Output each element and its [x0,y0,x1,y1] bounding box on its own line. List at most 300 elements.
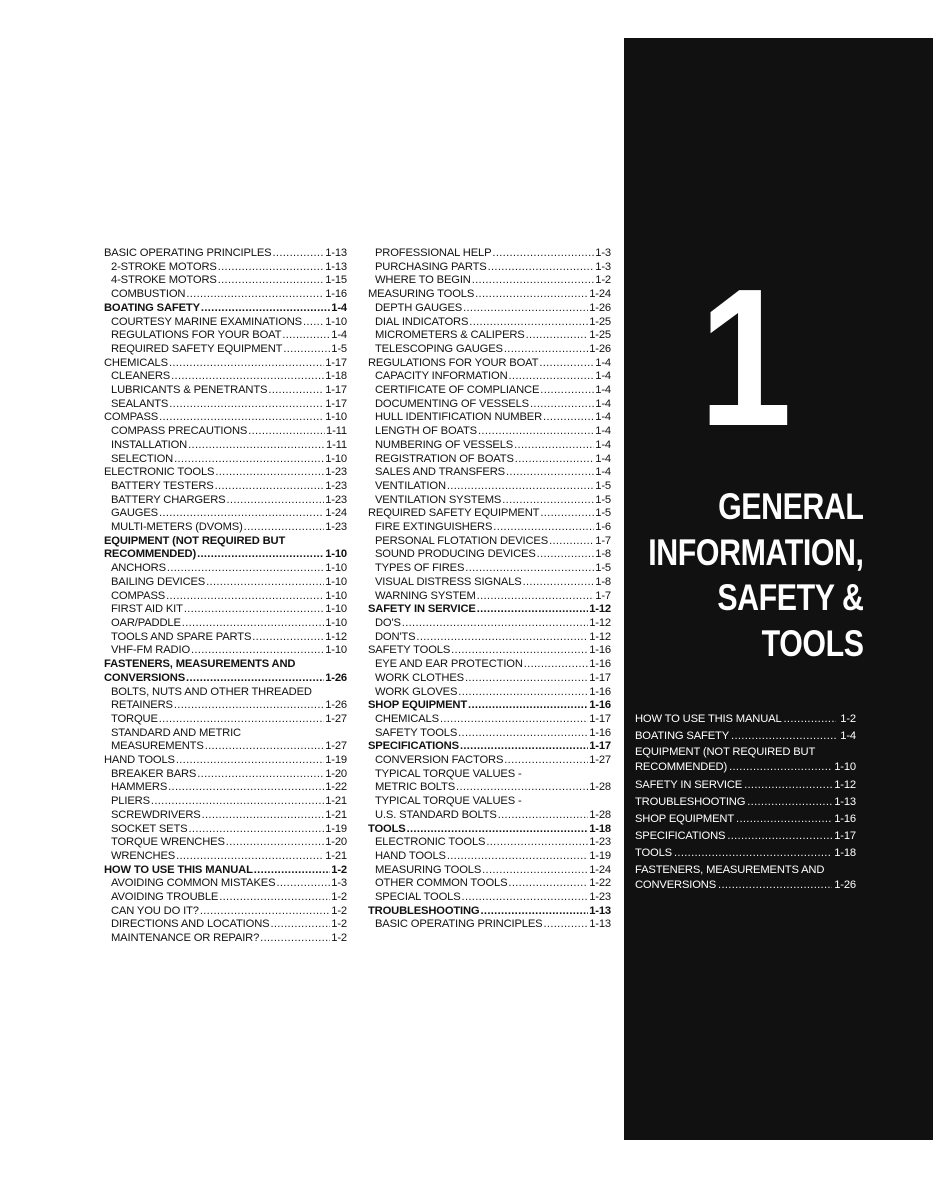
index-entry-text: COMPASS PRECAUTIONS [111,425,248,438]
leader-dots [524,658,588,672]
index-entry [104,329,347,343]
chapter-contents-text: TROUBLESHOOTING [635,795,746,808]
index-entry [104,672,347,686]
index-entry-page: 1-18 [325,370,347,383]
index-entry [368,480,611,494]
index-entry-page: 1-17 [325,356,347,369]
index-entry-text: PROFESSIONAL HELP [375,247,492,259]
index-entry-text: ELECTRONIC TOOLS [375,836,486,849]
index-entry-text: 4-STROKE MOTORS [111,274,217,287]
index-entry-text: TELESCOPING GAUGES [375,342,503,355]
index-entry-page: 1-10 [325,603,347,616]
chapter-title [649,484,864,666]
leader-dots [468,699,588,713]
chapter-contents-text: CONVERSIONS [635,878,717,891]
index-entry-page: 1-10 [325,589,347,602]
index-entry [368,891,611,905]
leader-dots [458,686,588,700]
index-entry-text: PURCHASING PARTS [375,260,487,273]
leader-dots [540,384,594,398]
index-entry-text: CAN YOU DO IT? [111,904,199,917]
index-entry-text: DIAL INDICATORS [375,315,469,328]
index-entry-text: FIRE EXTINGUISHERS [375,521,493,534]
index-entry [368,713,611,727]
chapter-contents-text: RECOMMENDED) [635,761,728,774]
index-entry-page: 1-25 [589,329,611,342]
index-entry-page: 1-8 [595,575,611,588]
chapter-contents-item [635,828,856,845]
index-entry-text: WORK GLOVES [375,685,458,698]
index-entry-page: 1-22 [325,781,347,794]
index-entry [368,686,611,700]
index-entry-page: 1-4 [331,301,347,314]
leader-dots [184,603,324,617]
index-entry [368,850,611,864]
index-entry-page: 1-6 [595,521,611,534]
index-entry-text: INSTALLATION [111,438,188,451]
index-entry-text: U.S. STANDARD BOLTS [375,808,497,821]
index-entry [104,603,347,617]
index-entry [368,288,611,302]
index-entry-text: DO'S [375,616,401,629]
chapter-contents-text: TOOLS [635,847,672,860]
index-entry-page: 1-2 [331,891,347,904]
leader-dots [447,850,588,864]
index-entry-page: 1-12 [589,603,611,616]
index-entry-page: 1-24 [325,507,347,520]
index-entry-text: TORQUE [111,712,158,725]
leader-dots [543,918,588,932]
index-entry-text: HULL IDENTIFICATION NUMBER [375,411,543,424]
index-entry [368,877,611,891]
index-entry-page: 1-17 [325,397,347,410]
leader-dots [169,357,324,371]
index-entry-text: CLEANERS [111,370,171,383]
chapter-contents-item [635,745,856,759]
index-entry-page: 1-21 [325,849,347,862]
index-entry-text: VHF-FM RADIO [111,644,190,657]
index-entry-page: 1-19 [325,822,347,835]
index-entry-page: 1-2 [331,918,347,931]
leader-dots [477,603,589,617]
leader-dots [504,343,588,357]
index-entry-page: 1-21 [325,795,347,808]
index-entry-text: WARNING SYSTEM [375,589,476,602]
leader-dots [539,357,594,371]
leader-dots [469,316,588,330]
leader-dots [282,329,330,343]
index-entry-page: 1-11 [326,438,347,451]
chapter-contents-item [635,759,856,776]
index-entry [104,727,347,741]
index-entry [104,877,347,891]
leader-dots [226,836,324,850]
index-entry-page: 1-10 [325,452,347,465]
leader-dots [478,425,594,439]
index-entry [368,836,611,850]
index-entry [368,494,611,508]
index-entry-page: 1-3 [595,260,611,273]
index-entry [104,768,347,782]
chapter-contents-item [635,711,856,728]
leader-dots [219,891,330,905]
chapter-title-line: GENERAL [718,486,864,527]
index-entry [368,384,611,398]
index-entry-text: ANCHORS [111,562,166,575]
index-entry-page: 1-23 [589,891,611,904]
leader-dots [188,439,325,453]
index-entry [368,521,611,535]
leader-dots [482,864,588,878]
index-entry-page: 1-5 [595,507,611,520]
leader-dots [416,631,588,645]
chapter-contents-page: 1-12 [834,778,856,791]
index-entry-text: DIRECTIONS AND LOCATIONS [111,918,270,931]
index-entry-page: 1-19 [589,849,611,862]
index-entry-page: 1-19 [325,754,347,767]
leader-dots [502,494,594,508]
index-entry-page: 1-28 [589,808,611,821]
leader-dots [201,302,330,316]
index-entry-text: COMPASS [104,411,159,424]
index-entry-text: BAILING DEVICES [111,575,206,588]
index-entry-text: BASIC OPERATING PRINCIPLES [375,918,543,931]
leader-dots [447,480,594,494]
index-entry-text: SELECTION [111,452,174,465]
index-entry [368,864,611,878]
chapter-contents-page: 1-10 [834,761,856,774]
index-entry-page: 1-7 [595,589,611,602]
index-entry-page: 1-17 [589,740,611,753]
index-entry-text: COURTESY MARINE EXAMINATIONS [111,315,302,328]
index-entry-page: 1-26 [325,671,347,684]
index-entry-page: 1-10 [325,644,347,657]
index-entry-page: 1-16 [325,288,347,301]
leader-dots [549,535,594,549]
index-entry [368,672,611,686]
leader-dots [218,261,325,275]
index-entry-text: CAPACITY INFORMATION [375,370,508,383]
leader-dots [465,672,588,686]
leader-dots [718,877,832,894]
chapter-contents-text: FASTENERS, MEASUREMENTS AND [635,863,825,876]
index-entry-text: HOW TO USE THIS MANUAL [104,863,253,876]
leader-dots [514,439,594,453]
chapter-contents-text: BOATING SAFETY [635,730,730,743]
index-entry-page: 1-23 [325,479,347,492]
index-entry [104,439,347,453]
leader-dots [215,480,325,494]
index-entry-text: BOLTS, NUTS AND OTHER THREADED [111,685,312,698]
index-entry-text: EQUIPMENT (NOT REQUIRED BUT [104,534,286,547]
leader-dots [493,521,594,535]
chapter-contents-page: 1-13 [834,795,856,808]
leader-dots [226,494,324,508]
index-entry-page: 1-27 [589,754,611,767]
index-entry-text: LENGTH OF BOATS [375,425,477,438]
index-entry-text: HAND TOOLS [104,754,175,767]
leader-dots [260,932,330,946]
leader-dots [159,713,324,727]
index-entry-page: 1-22 [589,877,611,890]
index-entry [368,918,611,932]
chapter-contents-text: SAFETY IN SERVICE [635,778,743,791]
leader-dots [197,768,324,782]
index-entry-text: OTHER COMMON TOOLS [375,877,508,890]
index-entry [368,658,611,672]
index-entry-text: BOATING SAFETY [104,301,200,314]
index-entry-text: BATTERY TESTERS [111,479,214,492]
leader-dots [166,590,324,604]
index-entry-text: WRENCHES [111,849,176,862]
chapter-title-line: INFORMATION, [648,531,864,573]
index-entry [104,686,347,700]
index-entry-page: 1-26 [589,342,611,355]
index-entry-page: 1-21 [325,808,347,821]
index-entry [104,316,347,330]
leader-dots [186,288,324,302]
index-entry [368,727,611,741]
index-entry [368,754,611,768]
leader-dots [731,728,836,745]
index-entry-page: 1-17 [589,712,611,725]
index-entry-page: 1-24 [589,863,611,876]
index-entry [368,644,611,658]
index-entry-text: MEASURING TOOLS [368,288,475,301]
chapter-contents-item [635,877,856,894]
index-entry-text: FIRST AID KIT [111,603,183,616]
index-entry [368,535,611,549]
leader-dots [463,302,588,316]
index-entry-page: 1-4 [595,411,611,424]
index-entry-text: BATTERY CHARGERS [111,493,226,506]
leader-dots [252,631,324,645]
index-entry-text: EYE AND EAR PROTECTION [375,658,523,671]
index-entry-text: DON'TS [375,630,416,643]
index-entry [104,357,347,371]
index-entry-page: 1-10 [325,548,347,561]
index-entry-page: 1-16 [589,658,611,671]
leader-dots [270,918,330,932]
index-entry-page: 1-13 [325,247,347,259]
leader-dots [205,740,325,754]
chapter-contents [635,711,856,894]
index-entry-text: TOOLS AND SPARE PARTS [111,630,252,643]
index-entry-page: 1-10 [325,575,347,588]
leader-dots [451,644,588,658]
index-entry [368,905,611,919]
index-entry [368,699,611,713]
index-entry-text: TYPES OF FIRES [375,562,465,575]
leader-dots [182,617,324,631]
index-entry-text: MAINTENANCE OR REPAIR? [111,932,260,945]
index-entry [104,795,347,809]
index-entry-text: TYPICAL TORQUE VALUES - [375,795,522,808]
index-entry-page: 1-13 [325,260,347,273]
index-entry-text: ELECTRONIC TOOLS [104,466,215,479]
index-entry [368,316,611,330]
index-entry-page: 1-4 [595,384,611,397]
leader-dots [151,795,324,809]
index-entry-page: 1-4 [595,466,611,479]
index-entry [368,398,611,412]
index-entry [104,480,347,494]
index-entry-page: 1-23 [325,493,347,506]
index-entry-text: FASTENERS, MEASUREMENTS AND [104,658,296,671]
leader-dots [272,247,324,261]
index-entry [368,823,611,837]
index-entry-text: SAFETY TOOLS [375,726,458,739]
leader-dots [407,823,589,837]
leader-dots [456,781,588,795]
index-entry-text: MEASUREMENTS [111,740,204,753]
leader-dots [174,699,324,713]
index-entry [368,453,611,467]
index-entry-page: 1-4 [595,425,611,438]
leader-dots [215,466,324,480]
leader-dots [475,288,588,302]
leader-dots [218,274,325,288]
index-entry [104,850,347,864]
index-entry-text: SCREWDRIVERS [111,808,201,821]
leader-dots [477,590,595,604]
index-entry-page: 1-10 [325,562,347,575]
index-entry-page: 1-12 [589,616,611,629]
index-entry-page: 1-10 [325,616,347,629]
index-entry [368,274,611,288]
index-entry [368,740,611,754]
index-entry-text: WHERE TO BEGIN [375,274,471,287]
index-entry-page: 1-4 [595,452,611,465]
index-entry-text: BASIC OPERATING PRINCIPLES [104,247,272,259]
leader-dots [506,466,594,480]
index-entry-text: SPECIFICATIONS [368,740,459,753]
index-entry [104,918,347,932]
index-entry-text: CERTIFICATE OF COMPLIANCE [375,384,540,397]
leader-dots [176,754,324,768]
index-entry-text: REQUIRED SAFETY EQUIPMENT [368,507,540,520]
index-entry [104,302,347,316]
index-entry-page: 1-2 [331,904,347,917]
index-entry-page: 1-2 [331,863,347,876]
index-entry [104,740,347,754]
index-entry-text: TROUBLESHOOTING [368,904,480,917]
index-entry [104,425,347,439]
index-entry [104,905,347,919]
index-entry-page: 1-16 [589,726,611,739]
index-entry-page: 1-5 [595,562,611,575]
index-entry [104,521,347,535]
index-entry-text: SHOP EQUIPMENT [368,699,468,712]
index-entry-page: 1-10 [325,411,347,424]
index-entry [104,398,347,412]
leader-dots [540,507,594,521]
leader-dots [171,370,324,384]
index-entry-text: COMPASS [111,589,166,602]
leader-dots [283,343,330,357]
index-entry-page: 1-12 [589,630,611,643]
leader-dots [458,727,588,741]
index-entry [104,932,347,946]
leader-dots [462,891,589,905]
index-entry-text: SOUND PRODUCING DEVICES [375,548,536,561]
index-entry-text: CHEMICALS [375,712,439,725]
chapter-contents-item [635,845,856,862]
index-entry [104,631,347,645]
index-entry-text: AVOIDING TROUBLE [111,891,219,904]
leader-dots [248,425,325,439]
chapter-panel [624,38,933,1140]
index-entry [368,411,611,425]
leader-dots [176,850,324,864]
index-entry-text: AVOIDING COMMON MISTAKES [111,877,276,890]
index-entry-text: REGULATIONS FOR YOUR BOAT [111,329,282,342]
leader-dots [543,411,594,425]
index-entry [368,329,611,343]
index-entry-text: DOCUMENTING OF VESSELS [375,397,529,410]
index-entry-text: TORQUE WRENCHES [111,836,225,849]
index-entry [368,781,611,795]
index-entry [368,261,611,275]
chapter-contents-item [635,794,856,811]
leader-dots [244,521,325,535]
leader-dots [472,274,595,288]
leader-dots [268,384,324,398]
index-entry-page: 1-13 [589,904,611,917]
index-entry [104,864,347,878]
index-entry [104,809,347,823]
index-entry-page: 1-3 [331,877,347,890]
index-entry [368,603,611,617]
leader-dots [174,453,324,467]
index-entry-page: 1-12 [325,630,347,643]
index-entry [104,453,347,467]
index-entry-page: 1-13 [589,918,611,931]
index-entry-text: HAND TOOLS [375,849,446,862]
leader-dots [481,905,589,919]
index-entry-text: VENTILATION SYSTEMS [375,493,502,506]
chapter-contents-item [635,811,856,828]
index-entry-text: SOCKET SETS [111,822,188,835]
index-entry-text: WORK CLOTHES [375,671,464,684]
index-entry-page: 1-15 [325,274,347,287]
leader-dots [276,877,330,891]
index-entry [368,425,611,439]
index-entry [104,590,347,604]
leader-dots [191,644,324,658]
index-entry-text: COMBUSTION [111,288,186,301]
index-entry-page: 1-17 [325,384,347,397]
index-entry [368,590,611,604]
index-entry-text: CHEMICALS [104,356,168,369]
leader-dots [303,316,324,330]
leader-dots [465,562,594,576]
chapter-contents-text: EQUIPMENT (NOT REQUIRED BUT [635,746,816,759]
leader-dots [254,864,331,878]
index-entry-text: REGISTRATION OF BOATS [375,452,514,465]
index-entry-page: 1-11 [326,425,347,438]
index-entry [104,781,347,795]
leader-dots [784,711,836,728]
leader-dots [537,548,595,562]
chapter-contents-page: 1-18 [834,847,856,860]
index-entry-page: 1-27 [325,712,347,725]
chapter-contents-page: 1-4 [840,730,856,743]
leader-dots [498,809,589,823]
leader-dots [729,759,832,776]
index-entry-text: SALES AND TRANSFERS [375,466,505,479]
index-entry [368,302,611,316]
